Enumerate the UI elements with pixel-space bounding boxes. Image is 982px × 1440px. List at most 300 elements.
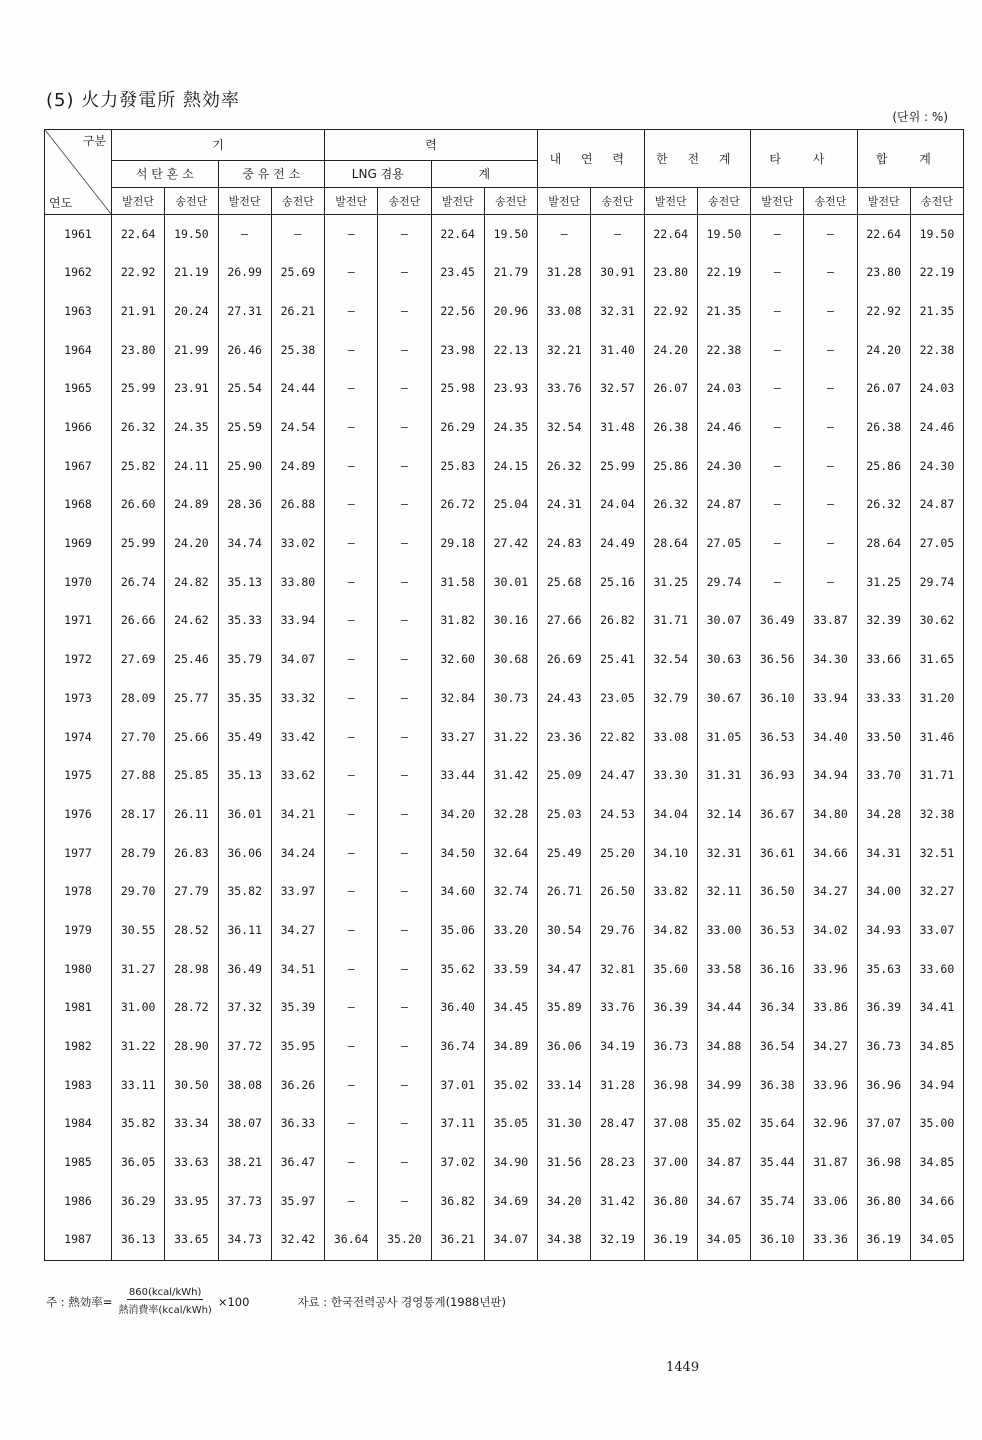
value-cell: 23.80 xyxy=(112,331,165,370)
value-cell: — xyxy=(378,834,431,873)
value-cell: 33.00 xyxy=(697,911,750,950)
value-cell: — xyxy=(325,757,378,796)
value-cell: 29.74 xyxy=(910,563,963,602)
gen-send-header-row xyxy=(45,188,964,215)
value-cell: 27.66 xyxy=(538,602,591,641)
value-cell: 26.74 xyxy=(112,563,165,602)
value-cell: 36.05 xyxy=(112,1144,165,1183)
value-cell: — xyxy=(378,486,431,525)
value-cell: 24.53 xyxy=(591,795,644,834)
value-cell: 33.06 xyxy=(804,1182,857,1221)
value-cell: 26.38 xyxy=(644,408,697,447)
value-cell: — xyxy=(325,795,378,834)
value-cell: 34.31 xyxy=(857,834,910,873)
value-cell: 28.23 xyxy=(591,1144,644,1183)
value-cell: 25.38 xyxy=(271,331,324,370)
value-cell: 26.32 xyxy=(538,447,591,486)
value-cell: 34.27 xyxy=(271,911,324,950)
value-cell: 31.25 xyxy=(857,563,910,602)
value-cell: — xyxy=(751,447,804,486)
table-row xyxy=(45,1221,964,1260)
table-row xyxy=(45,563,964,602)
value-cell: 37.08 xyxy=(644,1105,697,1144)
value-cell: 25.66 xyxy=(165,718,218,757)
send-end-header: 송전단 xyxy=(697,188,750,215)
table-row xyxy=(45,602,964,641)
value-cell: 32.11 xyxy=(697,873,750,912)
value-cell: 34.27 xyxy=(804,873,857,912)
value-cell: 22.64 xyxy=(644,215,697,254)
value-cell: 26.21 xyxy=(271,292,324,331)
value-cell: 34.07 xyxy=(484,1221,537,1260)
corner-header xyxy=(45,130,112,215)
value-cell: 30.01 xyxy=(484,563,537,602)
value-cell: 36.40 xyxy=(431,989,484,1028)
value-cell: 31.28 xyxy=(591,1066,644,1105)
gen-end-header: 발전단 xyxy=(857,188,910,215)
value-cell: 21.91 xyxy=(112,292,165,331)
value-cell: — xyxy=(378,563,431,602)
value-cell: 33.80 xyxy=(271,563,324,602)
value-cell: 25.77 xyxy=(165,679,218,718)
value-cell: 35.79 xyxy=(218,641,271,680)
value-cell: 24.04 xyxy=(591,486,644,525)
value-cell: — xyxy=(751,563,804,602)
value-cell: 36.16 xyxy=(751,950,804,989)
value-cell: 28.17 xyxy=(112,795,165,834)
value-cell: 36.01 xyxy=(218,795,271,834)
value-cell: — xyxy=(325,1027,378,1066)
table-row xyxy=(45,215,964,254)
value-cell: 26.11 xyxy=(165,795,218,834)
value-cell: 26.07 xyxy=(644,370,697,409)
value-cell: — xyxy=(378,718,431,757)
year-cell: 1980 xyxy=(45,950,112,989)
value-cell: 31.05 xyxy=(697,718,750,757)
year-cell: 1972 xyxy=(45,641,112,680)
value-cell: 24.49 xyxy=(591,525,644,564)
value-cell: 23.05 xyxy=(591,679,644,718)
value-cell: 36.10 xyxy=(751,679,804,718)
value-cell: 36.67 xyxy=(751,795,804,834)
value-cell: — xyxy=(378,1144,431,1183)
value-cell: 34.24 xyxy=(271,834,324,873)
value-cell: 32.42 xyxy=(271,1221,324,1260)
send-end-header: 송전단 xyxy=(378,188,431,215)
value-cell: 33.44 xyxy=(431,757,484,796)
value-cell: 32.31 xyxy=(591,292,644,331)
value-cell: 33.94 xyxy=(271,602,324,641)
value-cell: 29.76 xyxy=(591,911,644,950)
value-cell: 30.68 xyxy=(484,641,537,680)
value-cell: 36.11 xyxy=(218,911,271,950)
note-prefix: 주 : 熱効率= xyxy=(46,1294,113,1309)
year-cell: 1976 xyxy=(45,795,112,834)
value-cell: — xyxy=(804,525,857,564)
value-cell: — xyxy=(325,370,378,409)
value-cell: — xyxy=(378,1105,431,1144)
value-cell: 23.93 xyxy=(484,370,537,409)
year-cell: 1971 xyxy=(45,602,112,641)
corner-bottom-label: 연도 xyxy=(49,196,73,210)
value-cell: 22.13 xyxy=(484,331,537,370)
heavy-oil-header: 중 유 전 소 xyxy=(218,161,325,188)
value-cell: 34.05 xyxy=(910,1221,963,1260)
value-cell: 34.73 xyxy=(218,1221,271,1260)
value-cell: 26.83 xyxy=(165,834,218,873)
value-cell: 35.02 xyxy=(697,1105,750,1144)
value-cell: 22.19 xyxy=(910,254,963,293)
value-cell: 34.21 xyxy=(271,795,324,834)
value-cell: 19.50 xyxy=(697,215,750,254)
value-cell: — xyxy=(325,989,378,1028)
value-cell: 26.82 xyxy=(591,602,644,641)
gen-end-header: 발전단 xyxy=(325,188,378,215)
value-cell: — xyxy=(325,1105,378,1144)
value-cell: 31.40 xyxy=(591,331,644,370)
value-cell: 25.83 xyxy=(431,447,484,486)
value-cell: — xyxy=(325,408,378,447)
value-cell: 35.44 xyxy=(751,1144,804,1183)
table-row xyxy=(45,1066,964,1105)
kepco-total-header: 한 전 계 xyxy=(644,130,751,188)
year-cell: 1975 xyxy=(45,757,112,796)
value-cell: 34.60 xyxy=(431,873,484,912)
value-cell: 32.54 xyxy=(644,641,697,680)
table-row xyxy=(45,795,964,834)
value-cell: 25.16 xyxy=(591,563,644,602)
year-cell: 1973 xyxy=(45,679,112,718)
value-cell: — xyxy=(325,679,378,718)
value-cell: 34.66 xyxy=(910,1182,963,1221)
value-cell: 30.73 xyxy=(484,679,537,718)
formula-fraction xyxy=(116,1287,213,1316)
value-cell: 21.35 xyxy=(910,292,963,331)
value-cell: 36.21 xyxy=(431,1221,484,1260)
steam-total-header: 계 xyxy=(431,161,538,188)
value-cell: 33.11 xyxy=(112,1066,165,1105)
value-cell: 35.74 xyxy=(751,1182,804,1221)
value-cell: — xyxy=(325,1182,378,1221)
year-cell: 1983 xyxy=(45,1066,112,1105)
value-cell: 36.61 xyxy=(751,834,804,873)
table-row xyxy=(45,718,964,757)
value-cell: — xyxy=(751,292,804,331)
value-cell: 26.71 xyxy=(538,873,591,912)
value-cell: 33.34 xyxy=(165,1105,218,1144)
formula-suffix: ×100 xyxy=(217,1294,250,1309)
year-cell: 1968 xyxy=(45,486,112,525)
value-cell: 28.09 xyxy=(112,679,165,718)
value-cell: 30.67 xyxy=(697,679,750,718)
value-cell: 23.36 xyxy=(538,718,591,757)
value-cell: — xyxy=(325,641,378,680)
send-end-header: 송전단 xyxy=(484,188,537,215)
grand-total-header: 합 계 xyxy=(857,130,964,188)
value-cell: — xyxy=(751,370,804,409)
value-cell: — xyxy=(378,1027,431,1066)
value-cell: 35.95 xyxy=(271,1027,324,1066)
value-cell: 34.19 xyxy=(591,1027,644,1066)
value-cell: 33.65 xyxy=(165,1221,218,1260)
value-cell: 33.33 xyxy=(857,679,910,718)
value-cell: 33.96 xyxy=(804,1066,857,1105)
value-cell: 36.53 xyxy=(751,718,804,757)
value-cell: — xyxy=(378,911,431,950)
value-cell: 34.51 xyxy=(271,950,324,989)
value-cell: 36.06 xyxy=(538,1027,591,1066)
value-cell: 25.03 xyxy=(538,795,591,834)
value-cell: 25.99 xyxy=(112,525,165,564)
send-end-header: 송전단 xyxy=(910,188,963,215)
table-row xyxy=(45,989,964,1028)
formula-denominator: 熱消費率(kcal/kWh) xyxy=(118,1305,212,1316)
value-cell: 34.82 xyxy=(644,911,697,950)
value-cell: — xyxy=(325,331,378,370)
value-cell: 33.27 xyxy=(431,718,484,757)
value-cell: 36.98 xyxy=(644,1066,697,1105)
value-cell: 35.13 xyxy=(218,757,271,796)
value-cell: 24.35 xyxy=(165,408,218,447)
value-cell: 26.99 xyxy=(218,254,271,293)
value-cell: 34.69 xyxy=(484,1182,537,1221)
value-cell: 33.94 xyxy=(804,679,857,718)
value-cell: 36.47 xyxy=(271,1144,324,1183)
value-cell: — xyxy=(325,1066,378,1105)
value-cell: 38.21 xyxy=(218,1144,271,1183)
value-cell: 32.96 xyxy=(804,1105,857,1144)
value-cell: 35.82 xyxy=(218,873,271,912)
value-cell: 22.19 xyxy=(697,254,750,293)
value-cell: 32.14 xyxy=(697,795,750,834)
table-row xyxy=(45,950,964,989)
value-cell: — xyxy=(325,292,378,331)
unit-label: (단위 : %) xyxy=(892,110,948,124)
value-cell: — xyxy=(378,1182,431,1221)
value-cell: 33.95 xyxy=(165,1182,218,1221)
value-cell: 28.98 xyxy=(165,950,218,989)
value-cell: — xyxy=(751,331,804,370)
value-cell: — xyxy=(751,254,804,293)
value-cell: 35.35 xyxy=(218,679,271,718)
value-cell: 19.50 xyxy=(165,215,218,254)
table-row xyxy=(45,679,964,718)
value-cell: 33.87 xyxy=(804,602,857,641)
value-cell: 34.30 xyxy=(804,641,857,680)
value-cell: 34.89 xyxy=(484,1027,537,1066)
value-cell: — xyxy=(751,408,804,447)
value-cell: — xyxy=(804,447,857,486)
value-cell: 28.90 xyxy=(165,1027,218,1066)
value-cell: 29.70 xyxy=(112,873,165,912)
value-cell: — xyxy=(325,834,378,873)
value-cell: 31.87 xyxy=(804,1144,857,1183)
value-cell: 33.59 xyxy=(484,950,537,989)
value-cell: 22.38 xyxy=(697,331,750,370)
year-cell: 1979 xyxy=(45,911,112,950)
value-cell: 34.27 xyxy=(804,1027,857,1066)
value-cell: 33.08 xyxy=(644,718,697,757)
value-cell: 34.02 xyxy=(804,911,857,950)
value-cell: 31.58 xyxy=(431,563,484,602)
value-cell: 29.18 xyxy=(431,525,484,564)
value-cell: — xyxy=(804,254,857,293)
value-cell: — xyxy=(591,215,644,254)
value-cell: 31.71 xyxy=(910,757,963,796)
value-cell: 32.19 xyxy=(591,1221,644,1260)
table-row xyxy=(45,641,964,680)
value-cell: — xyxy=(804,370,857,409)
value-cell: 37.73 xyxy=(218,1182,271,1221)
table-row xyxy=(45,254,964,293)
value-cell: 32.79 xyxy=(644,679,697,718)
value-cell: 26.32 xyxy=(857,486,910,525)
page-number: 1449 xyxy=(666,1360,700,1375)
year-cell: 1981 xyxy=(45,989,112,1028)
value-cell: 36.49 xyxy=(751,602,804,641)
value-cell: 33.08 xyxy=(538,292,591,331)
value-cell: 31.28 xyxy=(538,254,591,293)
value-cell: 24.03 xyxy=(697,370,750,409)
value-cell: 34.99 xyxy=(697,1066,750,1105)
value-cell: 24.30 xyxy=(697,447,750,486)
value-cell: 28.79 xyxy=(112,834,165,873)
value-cell: 36.39 xyxy=(644,989,697,1028)
value-cell: 19.50 xyxy=(910,215,963,254)
value-cell: 33.86 xyxy=(804,989,857,1028)
value-cell: — xyxy=(271,215,324,254)
send-end-header: 송전단 xyxy=(165,188,218,215)
value-cell: 35.82 xyxy=(112,1105,165,1144)
value-cell: 35.05 xyxy=(484,1105,537,1144)
value-cell: 24.83 xyxy=(538,525,591,564)
value-cell: 22.92 xyxy=(857,292,910,331)
gen-end-header: 발전단 xyxy=(431,188,484,215)
table-row xyxy=(45,834,964,873)
value-cell: 37.02 xyxy=(431,1144,484,1183)
value-cell: — xyxy=(378,873,431,912)
value-cell: — xyxy=(378,254,431,293)
table-row xyxy=(45,1144,964,1183)
value-cell: 32.64 xyxy=(484,834,537,873)
value-cell: 24.46 xyxy=(910,408,963,447)
table-row xyxy=(45,1027,964,1066)
value-cell: 24.47 xyxy=(591,757,644,796)
value-cell: — xyxy=(804,486,857,525)
value-cell: 37.11 xyxy=(431,1105,484,1144)
value-cell: — xyxy=(325,1144,378,1183)
value-cell: 31.42 xyxy=(484,757,537,796)
value-cell: 34.47 xyxy=(538,950,591,989)
table-row xyxy=(45,408,964,447)
value-cell: 34.20 xyxy=(538,1182,591,1221)
value-cell: 23.80 xyxy=(857,254,910,293)
value-cell: 26.88 xyxy=(271,486,324,525)
gen-end-header: 발전단 xyxy=(112,188,165,215)
group-header-left: 기 xyxy=(112,130,325,161)
value-cell: 31.42 xyxy=(591,1182,644,1221)
value-cell: 37.32 xyxy=(218,989,271,1028)
value-cell: 34.88 xyxy=(697,1027,750,1066)
value-cell: 24.54 xyxy=(271,408,324,447)
value-cell: — xyxy=(804,292,857,331)
value-cell: 36.56 xyxy=(751,641,804,680)
value-cell: 36.19 xyxy=(644,1221,697,1260)
value-cell: 24.20 xyxy=(857,331,910,370)
gen-end-header: 발전단 xyxy=(538,188,591,215)
value-cell: 26.07 xyxy=(857,370,910,409)
value-cell: — xyxy=(378,602,431,641)
value-cell: 25.99 xyxy=(112,370,165,409)
value-cell: 34.94 xyxy=(910,1066,963,1105)
value-cell: — xyxy=(751,486,804,525)
value-cell: 37.72 xyxy=(218,1027,271,1066)
internal-combustion-header: 내 연 력 xyxy=(538,130,645,188)
year-cell: 1977 xyxy=(45,834,112,873)
value-cell: 36.13 xyxy=(112,1221,165,1260)
value-cell: 33.63 xyxy=(165,1144,218,1183)
value-cell: 34.85 xyxy=(910,1027,963,1066)
value-cell: — xyxy=(325,602,378,641)
value-cell: — xyxy=(325,563,378,602)
value-cell: 28.36 xyxy=(218,486,271,525)
value-cell: 33.96 xyxy=(804,950,857,989)
value-cell: 31.56 xyxy=(538,1144,591,1183)
value-cell: 36.29 xyxy=(112,1182,165,1221)
value-cell: 34.50 xyxy=(431,834,484,873)
value-cell: 35.97 xyxy=(271,1182,324,1221)
value-cell: 33.02 xyxy=(271,525,324,564)
value-cell: 34.87 xyxy=(697,1144,750,1183)
value-cell: 34.38 xyxy=(538,1221,591,1260)
value-cell: 34.44 xyxy=(697,989,750,1028)
value-cell: 28.72 xyxy=(165,989,218,1028)
table-row xyxy=(45,757,964,796)
value-cell: 26.32 xyxy=(112,408,165,447)
value-cell: 22.64 xyxy=(431,215,484,254)
year-cell: 1978 xyxy=(45,873,112,912)
value-cell: 30.63 xyxy=(697,641,750,680)
value-cell: 32.27 xyxy=(910,873,963,912)
value-cell: 35.62 xyxy=(431,950,484,989)
value-cell: 32.60 xyxy=(431,641,484,680)
year-cell: 1969 xyxy=(45,525,112,564)
value-cell: 20.96 xyxy=(484,292,537,331)
table-row xyxy=(45,1105,964,1144)
value-cell: 37.00 xyxy=(644,1144,697,1183)
value-cell: 24.11 xyxy=(165,447,218,486)
value-cell: 25.41 xyxy=(591,641,644,680)
value-cell: 36.64 xyxy=(325,1221,378,1260)
value-cell: 35.06 xyxy=(431,911,484,950)
group-header-right: 력 xyxy=(325,130,538,161)
corner-top-label: 구분 xyxy=(82,134,106,148)
value-cell: 33.14 xyxy=(538,1066,591,1105)
value-cell: 30.16 xyxy=(484,602,537,641)
value-cell: — xyxy=(378,447,431,486)
table-row xyxy=(45,486,964,525)
value-cell: 25.82 xyxy=(112,447,165,486)
value-cell: 31.71 xyxy=(644,602,697,641)
value-cell: — xyxy=(325,525,378,564)
value-cell: 31.27 xyxy=(112,950,165,989)
year-cell: 1984 xyxy=(45,1105,112,1144)
value-cell: 25.09 xyxy=(538,757,591,796)
value-cell: 36.06 xyxy=(218,834,271,873)
value-cell: 23.80 xyxy=(644,254,697,293)
table-row xyxy=(45,525,964,564)
value-cell: 21.79 xyxy=(484,254,537,293)
